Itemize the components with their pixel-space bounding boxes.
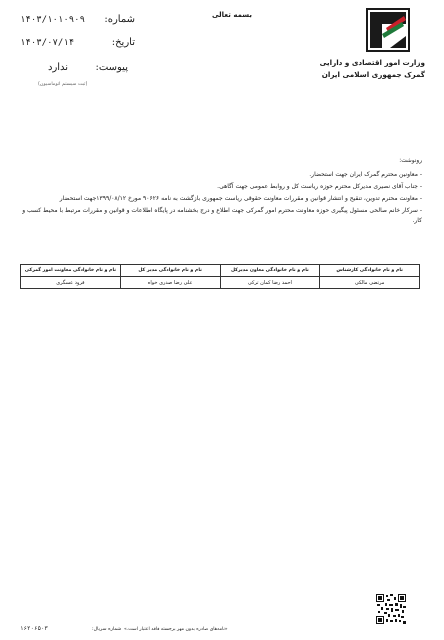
date-value: ۱۴۰۳/۰۷/۱۴ (20, 38, 75, 48)
signature-name-cell: احمد رضا کمان ترکی (220, 277, 320, 289)
signature-header-cell: نام و نام خانوادگی معاون مدیرکل (220, 265, 320, 277)
number-value: ۱۴۰۳/۱۰۱۰۹۰۹ (20, 15, 86, 25)
validity-note: «نامه‌های صادره بدون مهر برجسته فاقد اعتبار است.» (124, 627, 228, 632)
signature-header-cell: نام و نام خانوادگی معاونت امور گمرکی (21, 265, 121, 277)
document-code: ۱۶۲۰۶۵۰۳ (20, 626, 48, 632)
stamp-note: (ثبت سیستم اتوماسیون) (38, 82, 88, 87)
cc-line: - معاونت محترم تدوین، تنقیح و انتشار قوانین و مقررات معاونت حقوقی ریاست جمهوری بازگشت به نامه ۹۰۶۲۶ مورخ ۱۳۹۹/۰۸/۱۲جهت استحضار (59, 195, 422, 202)
attachment-label: پیوست: (95, 62, 128, 73)
signature-name-cell: علی رضا صدری خواه (120, 277, 220, 289)
attachment-value: ندارد (48, 62, 69, 73)
signature-name-row (21, 277, 420, 289)
signature-table (20, 264, 420, 289)
qr-code-icon (376, 594, 406, 624)
letter-date (20, 37, 135, 48)
signature-header-row (21, 265, 420, 277)
serial-label: شماره سریال: (92, 627, 122, 632)
date-label: تاریخ: (111, 37, 135, 48)
customs-logo-icon (366, 8, 410, 52)
signature-header-cell: نام و نام خانوادگی کارشناس (320, 265, 420, 277)
signature-name-cell: مرتضی مالکی (320, 277, 420, 289)
cc-heading: رونوشت: (399, 158, 422, 164)
cc-line: - معاونین محترم گمرک ایران جهت استحضار. (309, 171, 422, 178)
cc-line: - جناب آقای نصیری مدیرکل محترم حوزه ریاست کل و روابط عمومی جهت آگاهی. (217, 183, 422, 190)
number-label: شماره: (104, 14, 135, 25)
signature-name-cell: فرود عسگری (21, 277, 121, 289)
signature-header-cell: نام و نام خانوادگی مدیر کل (120, 265, 220, 277)
ministry-name: وزارت امور اقتصادی و دارایی (319, 58, 425, 67)
cc-line: - سرکار خانم صالحی مسئول پیگیری حوزه معاونت محترم امور گمرکی جهت اطلاع و درج بخشنامه در پایگاه اطلاعات و قوانین و مقررات مرتبط با محیط کسب و کار. (22, 207, 422, 224)
basmala: بسمه تعالی (211, 11, 253, 19)
letter-number (20, 14, 135, 25)
letter-attachment (48, 62, 128, 73)
organization-name: گمرک جمهوری اسلامی ایران (321, 70, 425, 79)
